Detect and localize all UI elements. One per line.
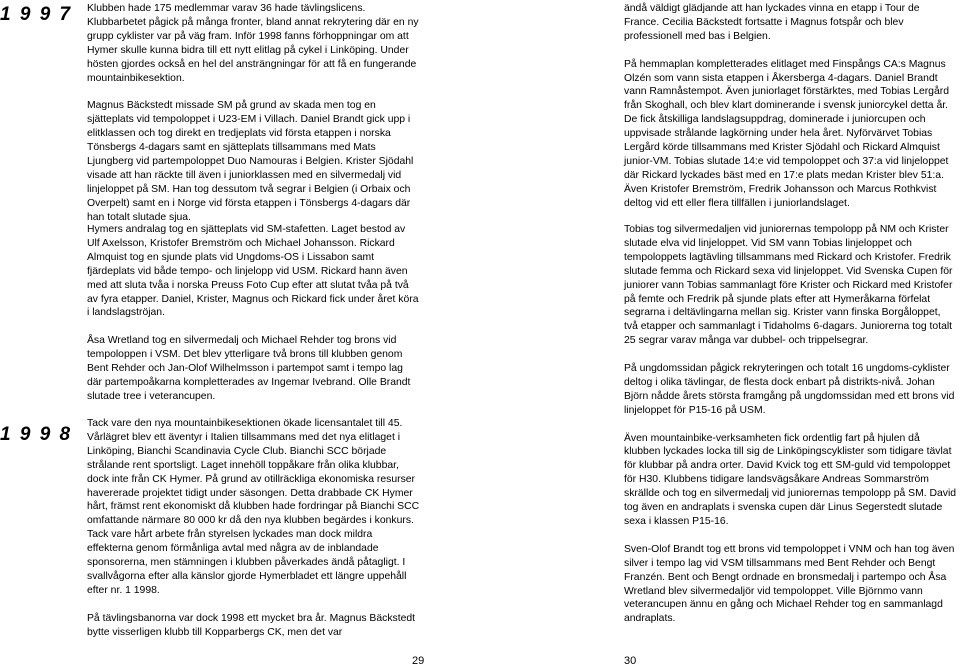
left-column-top xyxy=(87,2,420,224)
page-number-left: 29 xyxy=(412,655,425,667)
paragraph: Tobias tog silvermedaljen vid juniorernas tempolopp på NM och Krister slutade elva vid linjeloppet. Vid SM vann Tobias linjeloppet och tempoloppets lagtävling tillsammans med Rickard och Kristofer. Fredrik slutade femma och Rickard sexa vid linjeloppet. Vid Svenska Cupen för juniorer vann Tobias sammanlagt före Krister och Rickard med Kristofer på femte och Fredrik på sjunde plats efter att Hymeråkarna förfelat segrarna i deltävlingarna mellan sig. Krister vann finska Borgåloppet, två etapper och sammanlagt i Tidaholms 6-dagars. Juniorerna tog totalt 25 segrar varav många var dubbel- och trippelsegrar. xyxy=(624,224,953,347)
right-column-top xyxy=(624,2,957,211)
right-column-bottom xyxy=(624,223,957,626)
paragraph: På hemmaplan kompletterades elitlaget med Finspångs CA:s Magnus Olzén som vann sista etappen i Åkersberga 4-dagars. Daniel Brandt vann Ramnåstempot. Även juniorlaget förstärktes, med Tobias Lergård från Skoghall, och blev klart dominerande i svensk juniorcykel detta år. De fick åtskilliga landslagsuppdrag, dominerade i juniorcupen och uppvisade strålande lagkörning under hela året. Nyförvärvet Tobias Lergård körde tillsammans med Krister Sjödahl och Rickard Almquist junior-VM. Tobias slutade 14:e vid tempoloppet och 37:a vid linjeloppet där Rickard lyckades bäst med en 17:e plats medan Krister blev 51:a. Även Kristofer Bremström, Fredrik Johansson och Marcus Rothkvist deltog vid ett eller flera tillfällen i juniorlandslaget. xyxy=(624,58,949,209)
paragraph: ändå väldigt glädjande att han lyckades vinna en etapp i Tour de France. Cecilia Bäckstedt fortsatte i Magnus fotspår och blev professionell med bas i Belgien. xyxy=(624,3,920,42)
left-column-middle xyxy=(87,223,420,404)
paragraph: Magnus Bäckstedt missade SM på grund av skada men tog en sjätteplats vid tempoloppet i U23-EM i Villach. Daniel Brandt gick upp i elitklassen och tog direkt en tredjeplats vid första etappen i norska Tönsbergs 4-dagars samt en sjätteplats tillsammans med Mats Ljungberg vid partempoloppet Duo Namouras i Belgien. Krister Sjödahl visade att han räckte till även i juniorklassen med en silvermedalj vid linjeloppet på SM. Han tog dessutom två segrar i Belgien (i Orbaix och Overpelt) samt en i Norge vid första etappen i Tönsbergs 4-dagars där han totalt slutade sjua. xyxy=(87,100,414,223)
left-column-bottom xyxy=(87,417,420,639)
paragraph: Hymers andralag tog en sjätteplats vid SM-stafetten. Laget bestod av Ulf Axelsson, Kristofer Bremström och Michael Johansson. Rickard Almquist tog en sjunde plats vid Ungdoms-OS i Lissabon samt fjärdeplats vid både tempo- och linjelopp vid USM. Rickard hann även med att sluta tvåa i norska Preuss Foto Cup efter att slutat tvåa på två av fyra etapper. Daniel, Krister, Magnus och Rickard fick under året köra i landslagströjan. xyxy=(87,224,419,319)
paragraph: Klubben hade 175 medlemmar varav 36 hade tävlingslicens. Klubbarbetet pågick på många fronter, bland annat rekrytering där en ny grupp cyklister var på väg fram. Inför 1998 fanns förhoppningar om att Hymer skulle kunna bidra till ett nytt elitlag på cykel i Linköping. Under hösten gjordes också en hel del ansträngningar för att få en fungerande mountainbikesektion. xyxy=(87,3,419,84)
page-number-right: 30 xyxy=(624,655,637,667)
year-heading-1997: 1 9 9 7 xyxy=(0,4,73,25)
paragraph: På ungdomssidan pågick rekryteringen och totalt 16 ungdoms-cyklister deltog i olika tävlingar, de flesta dock enbart på distrikts-nivå. Johan Björn nådde årets största framgång på ungdomssidan med ett brons vid linjeloppet för P15-16 på USM. xyxy=(624,363,955,416)
paragraph: Även mountainbike-verksamheten fick ordentlig fart på hjulen då klubben lyckades locka till sig de Linköpingscyklister som tidigare tävlat för klubbar på andra orter. David Kvick tog ett SM-guld vid tempoloppet för H30. Klubbens tidigare landsvägsåkare Andreas Sommarström skrällde och tog en silvermedalj vid juniorernas tempolopp på SM. David tog även en andraplats i svenska cupen där Linus Segerstedt slutade sexa i klassen P15-16. xyxy=(624,432,957,527)
paragraph: Åsa Wretland tog en silvermedalj och Michael Rehder tog brons vid tempoloppen i VSM. Det blev ytterligare två brons till klubben genom Bent Rehder och Jan-Olof Wilhelmsson i partempot samt i tempo lag där partempoåkarna kompletterades av Ingemar Ivebrand. Olle Brandt slutade tree i veterancupen. xyxy=(87,335,411,402)
paragraph: På tävlingsbanorna var dock 1998 ett mycket bra år. Magnus Bäckstedt bytte visserligen klubb till Kopparbergs CK, men det var xyxy=(87,612,416,638)
year-heading-1998: 1 9 9 8 xyxy=(0,424,73,445)
paragraph: Sven-Olof Brandt tog ett brons vid tempoloppet i VNM och han tog även silver i tempo lag vid VSM tillsammans med Bent Rehder och Bengt Franzén. Bent och Bengt ordnade en bronsmedalj i partempo och Åsa Wretland blev silvermedaljör vid tempoloppet. Ville Björnmo vann veterancupen ännu en gång och Michael Rehder tog en sammanlagd andraplats. xyxy=(624,543,955,625)
paragraph: Tack vare den nya mountainbikesektionen ökade licensantalet till 45. Vårlägret blev ett äventyr i Italien tillsammans med det nya elitlaget i Linköping, Bianchi Scandinavia Cycle Club. Bianchi SCC började strålande rent sportsligt. Laget innehöll toppåkare från olika klubbar, dock inte från CK Hymer. På grund av otillräckliga ekonomiska resurser havererade projektet tidigt under säsongen. Detta drabbade CK Hymer hårt, främst rent ekonomiskt då klubben hade fordringar på Bianchi SCC omfattande närmare 80 000 kr då den nya klubben begärdes i konkurs. Tack vare hårt arbete från styrelsen lyckades man dock mildra effekterna genom förmånliga avtal med några av de inblandade sponsorerna, men stämningen i klubben påverkades ändå påtagligt. I svallvågorna efter alla känslor gjorde Hymerbladet ett längre uppehåll efter nr. 1 1998. xyxy=(87,418,420,596)
